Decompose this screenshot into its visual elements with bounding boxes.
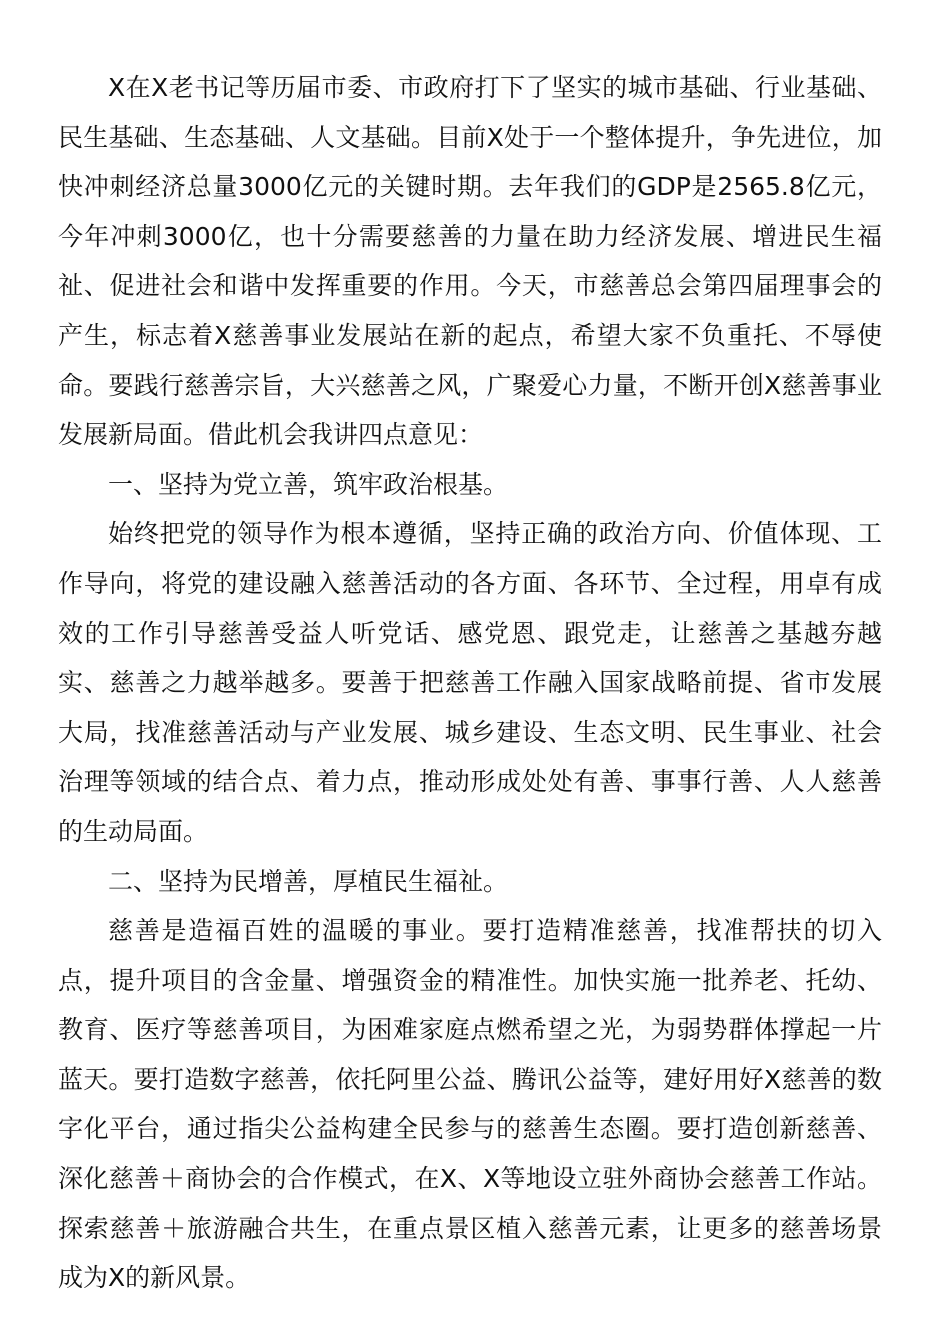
section-heading-1: 一、坚持为党立善，筑牢政治根基。 xyxy=(108,469,509,499)
section-heading-2: 二、坚持为民增善，厚植民生福祉。 xyxy=(108,866,509,896)
document-page xyxy=(58,63,882,1303)
paragraph-intro: X在X老书记等历届市委、市政府打下了坚实的城市基础、行业基础、民生基础、生态基础、人文基础。目前X处于一个整体提升，争先进位，加快冲刺经济总量3000亿元的关键时期。去年我们的GDP是2565.8亿元，今年冲刺3000亿，也十分需要慈善的力量在助力经济发展、增进民生福祉、促进社会和谐中发挥重要的作用。今天，市慈善总会第四届理事会的产生，标志着X慈善事业发展站在新的起点，希望大家不负重托、不辱使命。要践行慈善宗旨，大兴慈善之风，广聚爱心力量，不断开创X慈善事业发展新局面。借此机会我讲四点意见： xyxy=(58,73,882,450)
paragraph-section-1: 始终把党的领导作为根本遵循，坚持正确的政治方向、价值体现、工作导向，将党的建设融入慈善活动的各方面、各环节、全过程，用卓有成效的工作引导慈善受益人听党话、感党恩、跟党走，让慈善之基越夯越实、慈善之力越举越多。要善于把慈善工作融入国家战略前提、省市发展大局，找准慈善活动与产业发展、城乡建设、生态文明、民生事业、社会治理等领域的结合点、着力点，推动形成处处有善、事事行善、人人慈善的生动局面。 xyxy=(58,519,882,846)
paragraph-section-2: 慈善是造福百姓的温暖的事业。要打造精准慈善，找准帮扶的切入点，提升项目的含金量、增强资金的精准性。加快实施一批养老、托幼、教育、医疗等慈善项目，为困难家庭点燃希望之光，为弱势群体撑起一片蓝天。要打造数字慈善，依托阿里公益、腾讯公益等，建好用好X慈善的数字化平台，通过指尖公益构建全民参与的慈善生态圈。要打造创新慈善、深化慈善＋商协会的合作模式，在X、X等地设立驻外商协会慈善工作站。探索慈善＋旅游融合共生，在重点景区植入慈善元素，让更多的慈善场景成为X的新风景。 xyxy=(58,916,882,1293)
